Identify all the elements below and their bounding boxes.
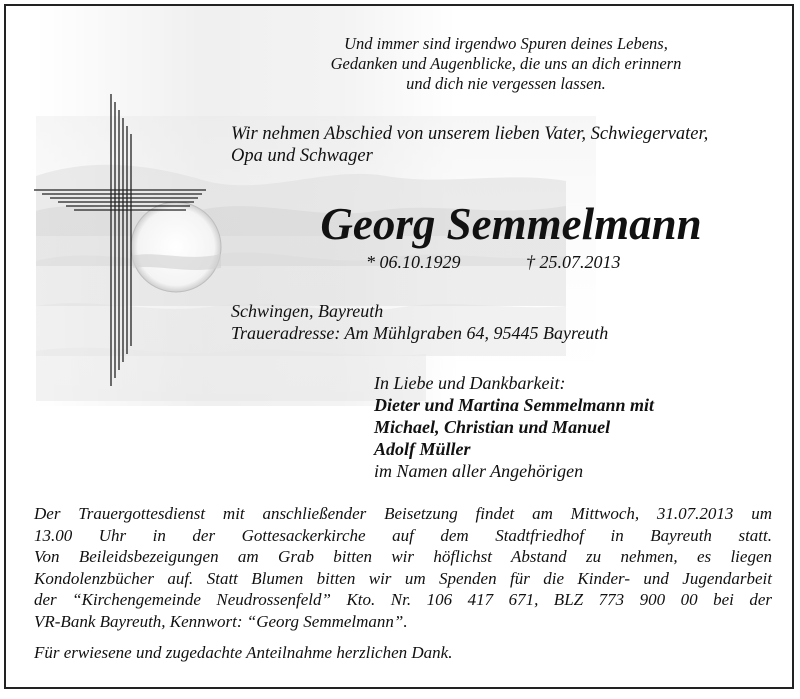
location-block <box>231 300 791 344</box>
quote-line: und dich nie vergessen lassen. <box>406 74 606 93</box>
funeral-line: Von Beileidsbezeigungen am Grab bitten wir höflichst Abstand zu nehmen, es liegen <box>34 547 772 566</box>
life-dates <box>366 252 621 272</box>
death-date: † 25.07.2013 <box>526 252 621 272</box>
family-signature <box>374 372 784 482</box>
intro-line: Opa und Schwager <box>231 146 373 166</box>
family-opening: In Liebe und Dankbarkeit: <box>374 373 566 393</box>
family-name: Michael, Christian und Manuel <box>374 417 611 437</box>
funeral-line: Der Trauergottesdienst mit anschließender Beisetzung findet am Mittwoch, 31.07.2013 um <box>34 504 772 523</box>
obituary-notice <box>4 4 794 689</box>
closing-thanks: Für erwiesene und zugedachte Anteilnahme herzlichen Dank. <box>34 643 453 662</box>
funeral-line: 13.00 Uhr in der Gottesackerkirche auf dem Stadtfriedhof in Bayreuth statt. <box>34 525 772 545</box>
funeral-line: VR-Bank Bayreuth, Kennwort: “Georg Semmelmann”. <box>34 611 408 631</box>
funeral-line: der “Kirchengemeinde Neudrossenfeld” Kto. Nr. 106 417 671, BLZ 773 900 00 bei der <box>34 590 772 609</box>
family-name: Dieter und Martina Semmelmann mit <box>374 395 655 415</box>
mourning-address: Traueradresse: Am Mühlgraben 64, 95445 Bayreuth <box>231 323 609 343</box>
quote-line: Und immer sind irgendwo Spuren deines Lebens, <box>344 34 668 53</box>
sun-icon <box>131 202 221 292</box>
hometown: Schwingen, Bayreuth <box>231 301 384 321</box>
birth-date: * 06.10.1929 <box>366 252 461 272</box>
farewell-intro <box>231 123 791 167</box>
funeral-line: Kondolenzbücher auf. Statt Blumen bitten wir um Spenden für die Kinder- und Jugendarbeit <box>34 568 772 588</box>
family-name: Adolf Müller <box>374 439 471 459</box>
funeral-details <box>34 503 772 632</box>
memorial-quote <box>291 34 721 94</box>
quote-line: Gedanken und Augenblicke, die uns an dich erinnern <box>330 54 682 73</box>
family-closing: im Namen aller Angehörigen <box>374 461 584 481</box>
deceased-name: Georg Semmelmann <box>320 199 702 249</box>
intro-line: Wir nehmen Abschied von unserem lieben Vater, Schwiegervater, <box>231 124 709 144</box>
